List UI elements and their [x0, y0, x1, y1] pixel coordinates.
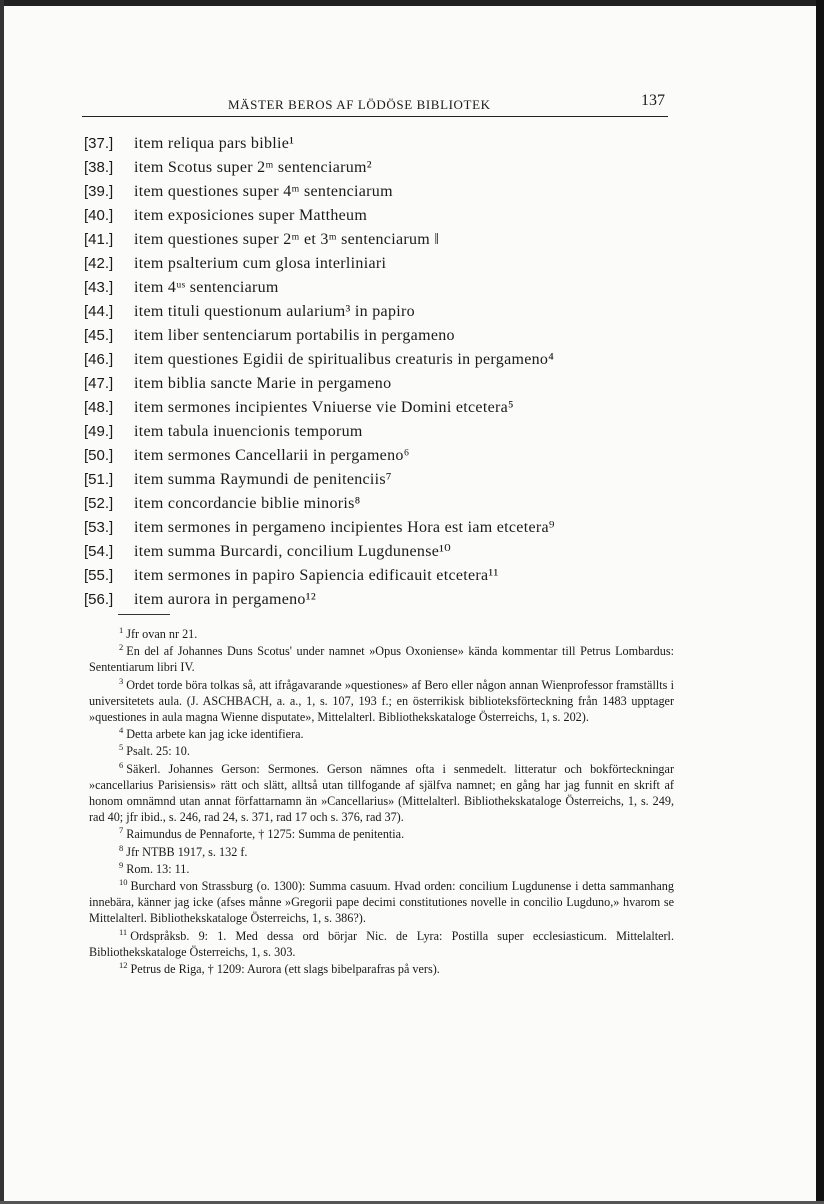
- entry-text: item sermones in papiro Sapiencia edificauit etcetera¹¹: [134, 567, 499, 584]
- entry-number: [54.]: [84, 543, 114, 560]
- catalogue-entry: [84, 564, 684, 588]
- catalogue-entry: [84, 372, 684, 396]
- entry-text: item tituli questionum aularium³ in papiro: [134, 303, 415, 320]
- entry-text: item summa Raymundi de penitenciis⁷: [134, 471, 392, 488]
- entry-text: item liber sentenciarum portabilis in pergameno: [134, 327, 455, 344]
- entry-number: [55.]: [84, 567, 114, 584]
- footnote: [89, 961, 674, 977]
- footnote-text: Raimundus de Pennaforte, † 1275: Summa de penitentia.: [126, 827, 405, 842]
- footnote-text: Säkerl. Johannes Gerson: Sermones. Gerson nämnes ofta i senmedelt. litteratur och bokförteckningar »cancellarius Parisiensis» rätt och slätt, alltså utan tillfogande af själfva namnet; en gång har jag funnit en skrift af honom omnämnd utan annat författarnamn än »Cancellarius» (Mittelalterl. Bibliothekskataloge Österreichs, 1, s. 249, rad 40; jfr ibid., s. 246, rad 24, s. 371, rad 17 och s. 376, rad 37).: [89, 761, 674, 825]
- footnote: [89, 826, 674, 842]
- entry-number: [51.]: [84, 471, 114, 488]
- footnote: [89, 761, 674, 826]
- entry-text: item sermones incipientes Vniuerse vie Domini etcetera⁵: [134, 399, 514, 416]
- catalogue-entry: [84, 156, 684, 180]
- entry-text: item tabula inuencionis temporum: [134, 423, 363, 440]
- footnote: [89, 861, 674, 877]
- entry-text: item summa Burcardi, concilium Lugdunense¹⁰: [134, 543, 451, 560]
- scan-edge-left: [0, 0, 4, 1204]
- footnote: [89, 643, 674, 675]
- footnote-text: Jfr ovan nr 21.: [126, 627, 198, 641]
- catalogue-entry: [84, 516, 684, 540]
- entry-text: item sermones in pergameno incipientes Hora est iam etcetera⁹: [134, 519, 555, 536]
- footnote-text: Jfr NTBB 1917, s. 132 f.: [126, 844, 248, 859]
- footnote-number: 4: [119, 725, 124, 736]
- footnote-number: 9: [119, 859, 124, 870]
- catalogue-entries: [84, 132, 684, 612]
- scan-edge-right: [816, 0, 824, 1204]
- footnote: [89, 928, 674, 960]
- footnote: [89, 677, 674, 726]
- footnote-text: Ordet torde böra tolkas så, att ifrågavarande »questiones» af Bero eller någon annan Wienprofessor framställts i universitetets aula. (J. ASCHBACH, a. a., 1, s. 107, 193 f.; en österrikisk biblioteksförteckning från 1483 upptager »questiones in aula magna Wienne disputate», Mittelalterl. Bibliothekskataloge Österreichs, 1, s. 202).: [89, 677, 674, 725]
- footnote-number: 12: [119, 960, 128, 970]
- catalogue-entry: [84, 492, 684, 516]
- footnote-number: 11: [119, 926, 128, 937]
- entry-text: item aurora in pergameno¹²: [134, 591, 316, 608]
- footnote: [89, 844, 674, 860]
- catalogue-entry: [84, 276, 684, 300]
- entry-number: [50.]: [84, 447, 114, 464]
- entry-text: item reliqua pars biblie¹: [134, 135, 295, 152]
- entry-number: [47.]: [84, 375, 114, 392]
- entry-text: item questiones super 2ᵐ et 3ᵐ sentenciarum ‖: [134, 231, 440, 248]
- entry-number: [42.]: [84, 255, 114, 272]
- entry-number: [40.]: [84, 207, 114, 224]
- entry-number: [49.]: [84, 423, 114, 440]
- entry-text: item biblia sancte Marie in pergameno: [134, 375, 392, 392]
- entry-text: item 4ᵘˢ sentenciarum: [134, 279, 279, 296]
- entry-number: [38.]: [84, 159, 114, 176]
- footnote-number: 1: [119, 624, 124, 635]
- entry-text: item concordancie biblie minoris⁸: [134, 495, 361, 512]
- entry-number: [39.]: [84, 183, 114, 200]
- footnote-text: Petrus de Riga, † 1209: Aurora (ett slags bibelparafras på vers).: [130, 962, 440, 977]
- catalogue-entry: [84, 540, 684, 564]
- footnote-text: Detta arbete kan jag icke identifiera.: [126, 727, 304, 742]
- footnote-text: Burchard von Strassburg (o. 1300): Summa casuum. Hvad orden: concilium Lugdunense i detta sammanhang innebära, känner jag icke (afses månne »Gregorii pape decimi constitutiones novelle in concilio Lugduno,» hvarom se Mittelalterl. Bibliothekskataloge Österreichs, 1, s. 386?).: [89, 879, 674, 926]
- footnote-number: 10: [119, 876, 128, 887]
- footnote-text: Psalt. 25: 10.: [126, 744, 190, 759]
- catalogue-entry: [84, 228, 684, 252]
- footnote-number: 2: [119, 642, 124, 653]
- footnote-number: 8: [119, 842, 124, 853]
- header-rule: [82, 116, 668, 117]
- footnote: [89, 743, 674, 759]
- catalogue-entry: [84, 180, 684, 204]
- entry-number: [53.]: [84, 519, 114, 536]
- footnote: [89, 626, 674, 642]
- footnote-text: En del af Johannes Duns Scotus' under namnet »Opus Oxoniense» kända kommentar till Petrus Lombardus: Sententiarum libri IV.: [89, 644, 674, 675]
- catalogue-entry: [84, 588, 684, 612]
- footnote-number: 3: [119, 675, 124, 686]
- entry-text: item questiones Egidii de spiritualibus creaturis in pergameno⁴: [134, 351, 555, 368]
- footnotes: [89, 626, 674, 978]
- footnote: [89, 726, 674, 742]
- footnote-text: Rom. 13: 11.: [126, 861, 190, 876]
- entry-number: [56.]: [84, 591, 114, 608]
- entry-number: [41.]: [84, 231, 114, 248]
- entry-number: [52.]: [84, 495, 114, 512]
- catalogue-entry: [84, 396, 684, 420]
- catalogue-entry: [84, 204, 684, 228]
- footnote-number: 6: [119, 759, 124, 770]
- entry-text: item Scotus super 2ᵐ sentenciarum²: [134, 159, 372, 176]
- catalogue-entry: [84, 300, 684, 324]
- entry-number: [37.]: [84, 135, 114, 152]
- footnote-rule: [118, 614, 170, 615]
- catalogue-entry: [84, 468, 684, 492]
- entry-text: item psalterium cum glosa interliniari: [134, 255, 387, 272]
- entry-number: [45.]: [84, 327, 114, 344]
- entry-text: item questiones super 4ᵐ sentenciarum: [134, 183, 393, 200]
- entry-number: [46.]: [84, 351, 114, 368]
- catalogue-entry: [84, 348, 684, 372]
- catalogue-entry: [84, 444, 684, 468]
- catalogue-entry: [84, 252, 684, 276]
- entry-number: [48.]: [84, 399, 114, 416]
- scan-edge-top: [0, 0, 824, 6]
- catalogue-entry: [84, 132, 684, 156]
- entry-number: [44.]: [84, 303, 114, 320]
- footnote-number: 5: [119, 742, 124, 753]
- entry-text: item exposiciones super Mattheum: [134, 207, 368, 224]
- running-head: MÄSTER BEROS AF LÖDÖSE BIBLIOTEK: [228, 97, 491, 112]
- entry-number: [43.]: [84, 279, 114, 296]
- page-number: 137: [641, 92, 665, 109]
- footnote-text: Ordspråksb. 9: 1. Med dessa ord börjar Nic. de Lyra: Postilla super ecclesiasticum. Mittelalterl. Bibliothekskataloge Österreichs, 1, s. 303.: [89, 928, 674, 959]
- footnote: [89, 878, 674, 927]
- footnote-number: 7: [119, 825, 124, 836]
- entry-text: item sermones Cancellarii in pergameno⁶: [134, 447, 410, 464]
- catalogue-entry: [84, 420, 684, 444]
- catalogue-entry: [84, 324, 684, 348]
